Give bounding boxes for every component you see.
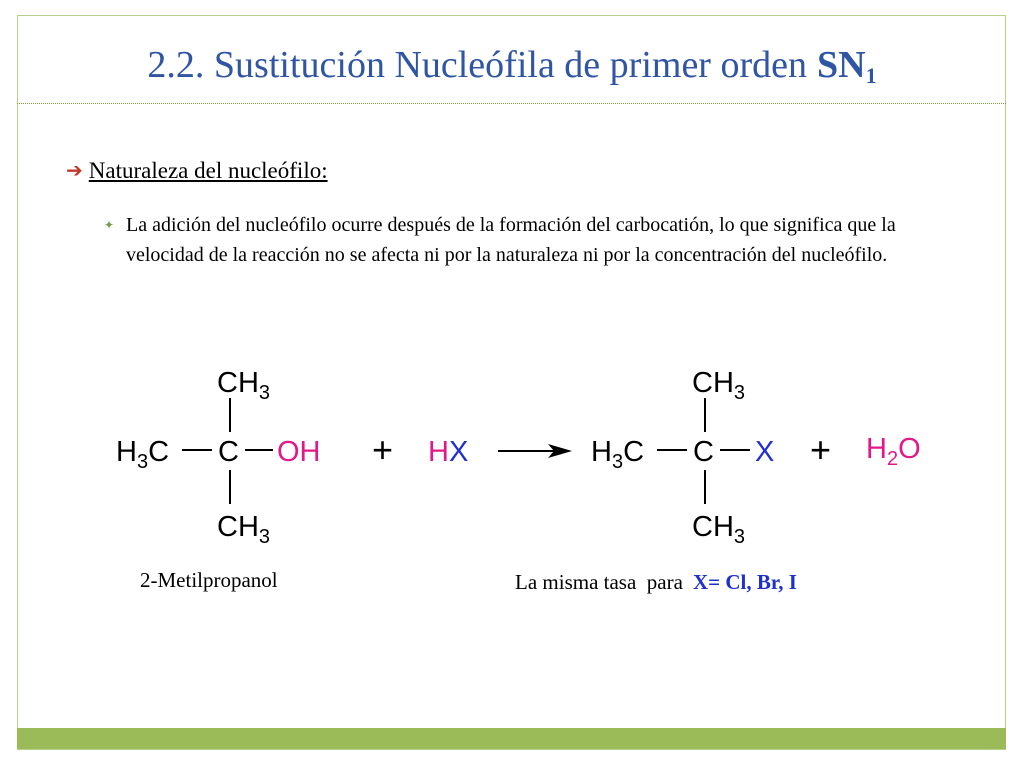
rate-text: La misma tasa para	[515, 570, 683, 594]
bullet-text: La adición del nucleófilo ocurre después de la formación del carbocatión, lo que significa que la velocidad de la reacción no se afecta ni por la naturaleza ni por la concentración del nucleófilo.	[126, 214, 896, 266]
product-bottom-ch3: $CH_3$	[692, 511, 746, 548]
bullet-naturaleza	[66, 158, 328, 184]
product-top-ch3: $CH_3$	[692, 367, 746, 404]
product-x: X	[755, 436, 775, 468]
reactant-center-c: C	[218, 436, 239, 468]
reagent-hx: HX	[428, 436, 469, 468]
reactant-name-label: 2-Metilpropanol	[140, 568, 278, 592]
rate-label	[515, 570, 797, 595]
title-subscript: 1	[865, 63, 877, 88]
reactant-left-h3c: $H_3C$	[116, 436, 170, 473]
byproduct-h2o: $H_2O$	[866, 433, 921, 470]
product-center-c: C	[693, 436, 714, 468]
bullet-label: Naturaleza del nucleófilo:	[88, 158, 328, 183]
slide-title	[0, 40, 1024, 101]
reaction-diagram	[0, 340, 1024, 560]
title-text: 2.2. Sustitución Nucleófila de primer orden	[147, 44, 807, 86]
arrow-right-icon: ➔	[66, 160, 83, 182]
plus-sign: +	[372, 429, 394, 470]
footer-bar	[17, 728, 1006, 749]
reactant-oh: OH	[277, 436, 321, 468]
title-divider	[17, 103, 1006, 104]
plus-sign-2: +	[810, 429, 832, 470]
reactant-bottom-ch3: $CH_3$	[217, 511, 271, 548]
product-left-h3c: $H_3C$	[591, 436, 645, 473]
title-sn: SN	[817, 44, 866, 86]
star-bullet-icon: ✦	[104, 218, 115, 232]
reactant-top-ch3: $CH_3$	[217, 367, 271, 404]
x-list: X= Cl, Br, I	[692, 570, 797, 594]
